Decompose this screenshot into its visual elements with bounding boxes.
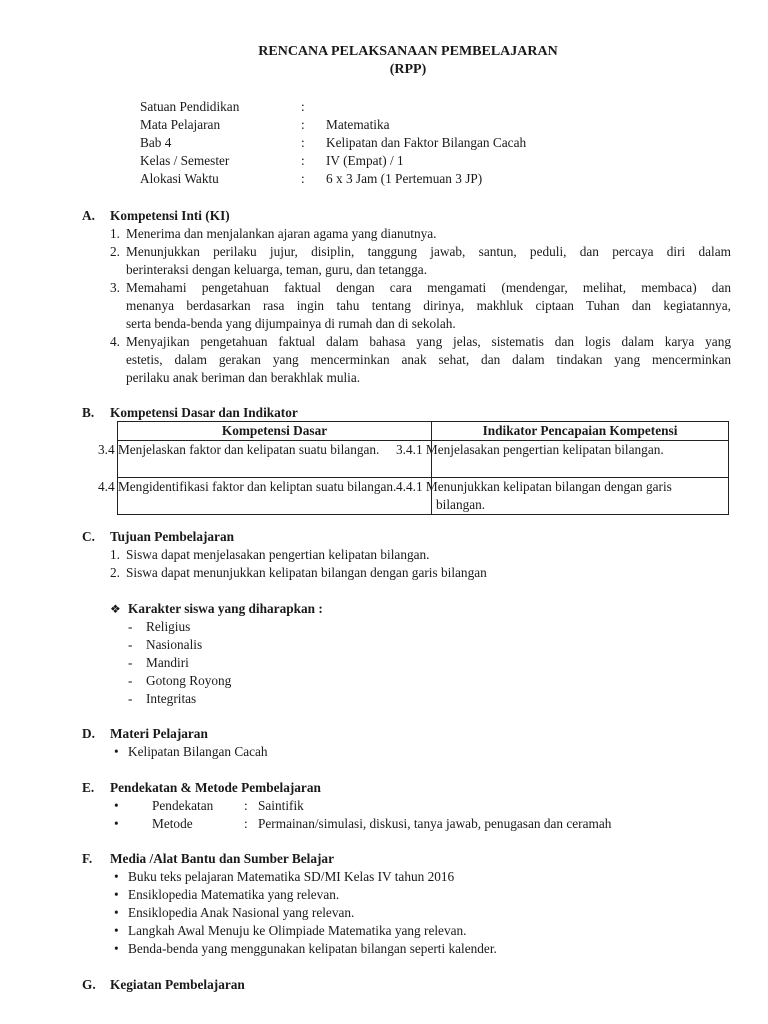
list-item: Menerima dan menjalankan ajaran agama yang dianutnya.	[126, 226, 437, 241]
bullet-icon: •	[114, 816, 119, 831]
section-letter: C.	[82, 529, 95, 544]
table-header-row	[118, 422, 729, 441]
method-colon: :	[244, 816, 248, 831]
competency-table	[98, 421, 729, 515]
table-cell: 4.4.1 Menunjukkan kelipatan bilangan dengan garis bilangan.	[432, 478, 729, 515]
karakter-item: Religius	[146, 619, 191, 634]
table-row	[118, 478, 729, 515]
karakter-item: Nasionalis	[146, 637, 203, 652]
identity-label: Kelas / Semester	[140, 153, 230, 168]
section-title: Pendekatan & Metode Pembelajaran	[110, 780, 321, 795]
table-header: Indikator Pencapaian Kompetensi	[432, 422, 729, 441]
identity-colon: :	[301, 135, 305, 150]
identity-label: Mata Pelajaran	[140, 117, 221, 132]
section-letter: A.	[82, 208, 95, 223]
list-item: Langkah Awal Menuju ke Olimpiade Matematika yang relevan.	[128, 923, 467, 938]
list-number: 4.	[110, 334, 120, 349]
section-title: Tujuan Pembelajaran	[110, 529, 234, 544]
table-cell: 3.4.1 Menjelasakan pengertian kelipatan bilangan.	[432, 441, 729, 478]
method-label: Metode	[152, 816, 193, 831]
identity-colon: :	[301, 153, 305, 168]
list-item-continuation: menanya berdasarkan rasa ingin tahu tentang dirinya, makhluk ciptaan Tuhan dan kegiatannya,	[126, 298, 731, 313]
identity-colon: :	[301, 117, 305, 132]
method-colon: :	[244, 798, 248, 813]
list-item: Kelipatan Bilangan Cacah	[128, 744, 268, 759]
identity-label: Alokasi Waktu	[140, 171, 219, 186]
section-letter: D.	[82, 726, 95, 741]
karakter-item: Mandiri	[146, 655, 189, 670]
list-number: 3.	[110, 280, 120, 295]
list-item-continuation: estetis, dalam gerakan yang mencerminkan anak sehat, dan dalam tindakan yang mencerminkan	[126, 352, 731, 367]
list-number: 1.	[110, 547, 120, 562]
dash-bullet: -	[128, 637, 133, 652]
identity-label: Bab 4	[140, 135, 172, 150]
method-label: Pendekatan	[152, 798, 214, 813]
list-item: Buku teks pelajaran Matematika SD/MI Kelas IV tahun 2016	[128, 869, 455, 884]
list-item-continuation: berinteraksi dengan keluarga, teman, guru, dan tetangga.	[126, 262, 428, 277]
bullet-icon: •	[114, 941, 119, 956]
list-item: Memahami pengetahuan faktual dengan cara mengamati (mendengar, melihat, membaca) dan	[126, 280, 731, 295]
karakter-item: Integritas	[146, 691, 197, 706]
method-value: Permainan/simulasi, diskusi, tanya jawab, penugasan dan ceramah	[258, 816, 612, 831]
section-letter: B.	[82, 405, 95, 420]
identity-value: 6 x 3 Jam (1 Pertemuan 3 JP)	[326, 171, 483, 186]
list-number: 2.	[110, 565, 120, 580]
section-title: Media /Alat Bantu dan Sumber Belajar	[110, 851, 334, 866]
karakter-item: Gotong Royong	[146, 673, 232, 688]
list-item: Menunjukkan perilaku jujur, disiplin, tanggung jawab, santun, peduli, dan percaya diri dalam	[126, 244, 731, 259]
bullet-icon: •	[114, 869, 119, 884]
list-item: Siswa dapat menjelasakan pengertian kelipatan bilangan.	[126, 547, 430, 562]
list-item: Siswa dapat menunjukkan kelipatan bilangan dengan garis bilangan	[126, 565, 487, 580]
bullet-icon: •	[114, 905, 119, 920]
list-item: Ensiklopedia Anak Nasional yang relevan.	[128, 905, 355, 920]
section-letter: F.	[82, 851, 93, 866]
list-item: Menyajikan pengetahuan faktual dalam bahasa yang jelas, sistematis dan logis dalam karya yang	[126, 334, 731, 349]
karakter-title: Karakter siswa yang diharapkan :	[128, 601, 323, 616]
document-title: RENCANA PELAKSANAAN PEMBELAJARAN	[258, 44, 558, 59]
dash-bullet: -	[128, 673, 133, 688]
document-subtitle: (RPP)	[389, 62, 427, 77]
identity-value: IV (Empat) / 1	[326, 153, 404, 168]
identity-colon: :	[301, 171, 305, 186]
list-item: Ensiklopedia Matematika yang relevan.	[128, 887, 340, 902]
section-title: Kompetensi Inti (KI)	[110, 208, 230, 223]
identity-value: Kelipatan dan Faktor Bilangan Cacah	[326, 135, 527, 150]
dash-bullet: -	[128, 619, 133, 634]
dash-bullet: -	[128, 655, 133, 670]
list-item-continuation: perilaku anak beriman dan berakhlak mulia.	[126, 370, 361, 385]
identity-label: Satuan Pendidikan	[140, 99, 240, 114]
table-row	[118, 441, 729, 478]
bullet-icon: •	[114, 744, 119, 759]
section-title: Kompetensi Dasar dan Indikator	[110, 405, 298, 420]
bullet-icon: •	[114, 923, 119, 938]
section-title: Materi Pelajaran	[110, 726, 208, 741]
table-cell: 3.4 Menjelaskan faktor dan kelipatan suatu bilangan.	[118, 441, 432, 478]
list-number: 1.	[110, 226, 120, 241]
list-number: 2.	[110, 244, 120, 259]
identity-colon: :	[301, 99, 305, 114]
identity-value: Matematika	[326, 117, 390, 132]
diamond-bullet-icon: ❖	[110, 602, 121, 616]
table-header: Kompetensi Dasar	[118, 422, 432, 441]
bullet-icon: •	[114, 887, 119, 902]
section-title: Kegiatan Pembelajaran	[110, 977, 245, 992]
section-letter: E.	[82, 780, 95, 795]
table-cell: 4.4 Mengidentifikasi faktor dan keliptan suatu bilangan.	[118, 478, 432, 515]
method-value: Saintifik	[258, 798, 304, 813]
bullet-icon: •	[114, 798, 119, 813]
list-item-continuation: serta benda-benda yang dijumpainya di rumah dan di sekolah.	[126, 316, 456, 331]
list-item: Benda-benda yang menggunakan kelipatan bilangan seperti kalender.	[128, 941, 497, 956]
section-letter: G.	[82, 977, 96, 992]
dash-bullet: -	[128, 691, 133, 706]
